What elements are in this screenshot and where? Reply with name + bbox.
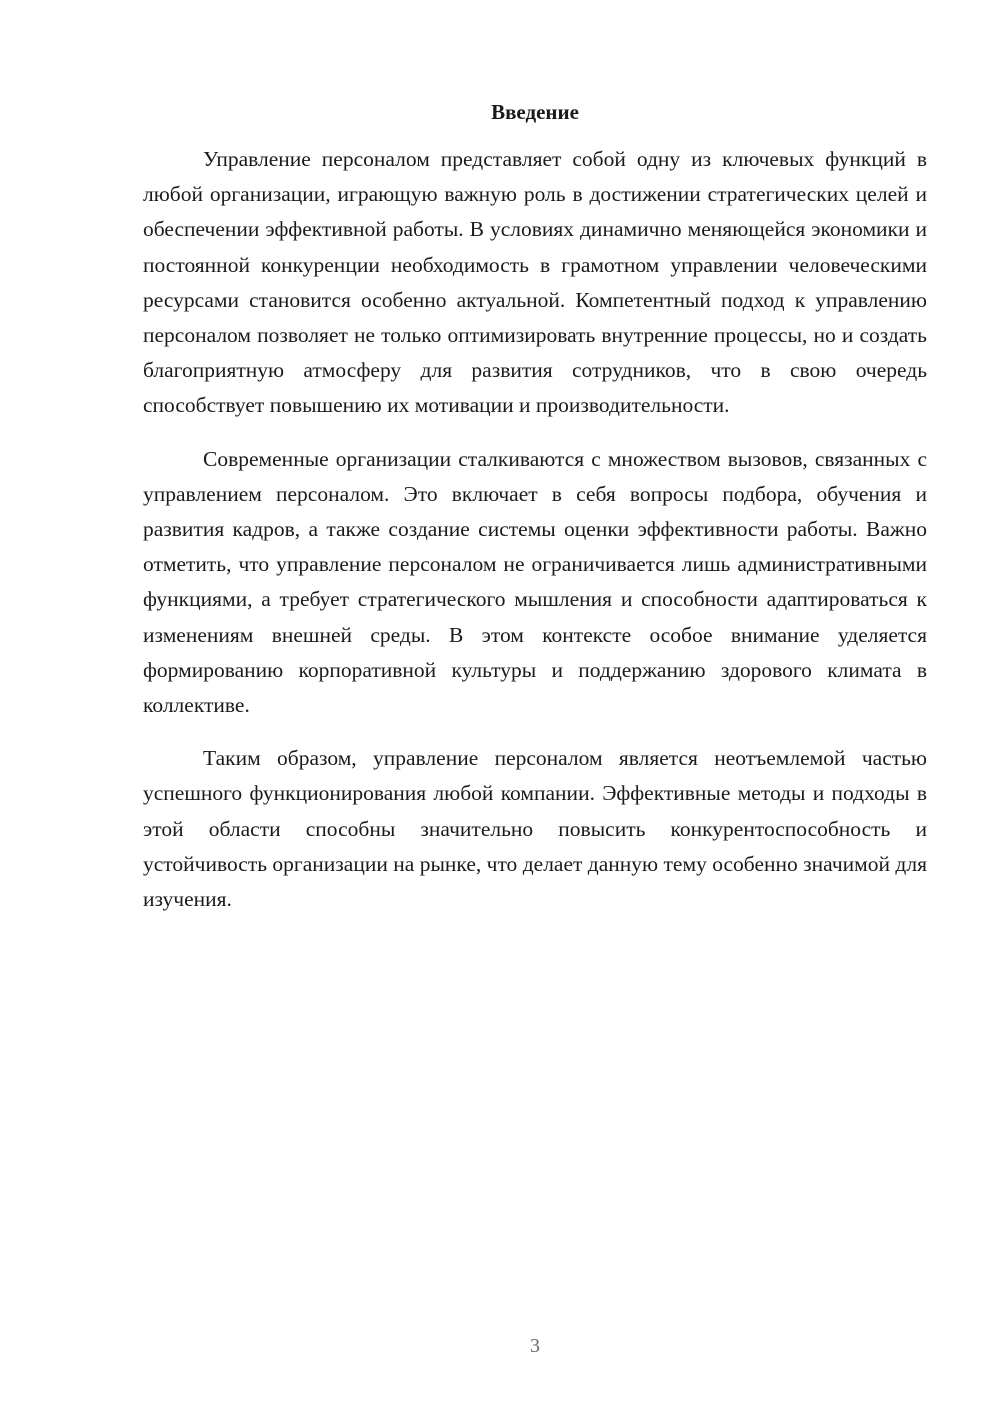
paragraph-1: Управление персоналом представляет собой одну из ключевых функций в любой организации, играющую важную роль в достижении стратегических целей и обеспечении эффективной работы. В условиях динамично меняющейся экономики и постоянной конкуренции необходимость в грамотном управлении человеческими ресурсами становится особенно актуальной. Компетентный подход к управлению персоналом позволяет не только оптимизировать внутренние процессы, но и создать благоприятную атмосферу для развития сотрудников, что в свою очередь способствует повышению их мотивации и производительности. <box>143 147 927 418</box>
paragraph-3: Таким образом, управление персоналом является неотъемлемой частью успешного функционирования любой компании. Эффективные методы и подходы в этой области способны значительно повысить конкурентоспособность и устойчивость организации на рынке, что делает данную тему особенно значимой для изучения. <box>143 746 927 912</box>
page-number: 3 <box>530 1335 540 1357</box>
section-heading: Введение <box>491 100 579 124</box>
paragraph-2: Современные организации сталкиваются с множеством вызовов, связанных с управлением персоналом. Это включает в себя вопросы подбора, обучения и развития кадров, а также создание системы оценки эффективности работы. Важно отметить, что управление персоналом не ограничивается лишь административными функциями, а требует стратегического мышления и способности адаптироваться к изменениям внешней среды. В этом контексте особое внимание уделяется формированию корпоративной культуры и поддержанию здорового климата в коллективе. <box>143 446 927 718</box>
body-text <box>143 142 927 935</box>
